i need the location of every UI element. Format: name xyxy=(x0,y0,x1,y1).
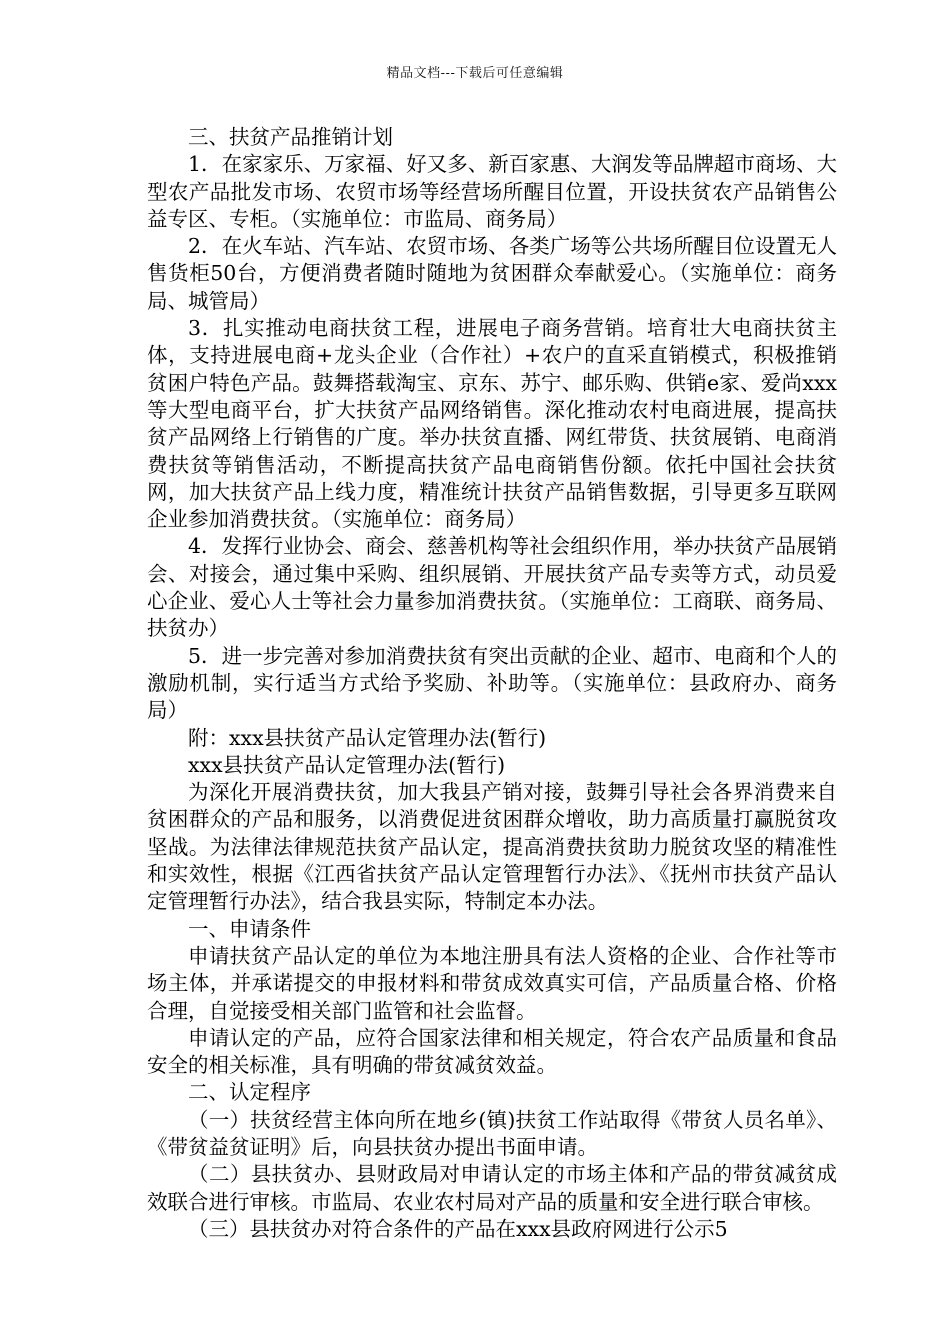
section-heading: 一、申请条件 xyxy=(188,916,311,941)
paragraph: 4．发挥行业协会、商会、慈善机构等社会组织作用，举办扶贫产品展销会、对接会，通过集中采购、组织展销、开展扶贫产品专卖等方式，动员爱心企业、爱心人士等社会力量参加消费扶贫。（实施单位：工商联、商务局、扶贫办） xyxy=(147,534,837,641)
paragraph: （一）扶贫经营主体向所在地乡(镇)扶贫工作站取得《带贫人员名单》、《带贫益贫证明》后，向县扶贫办提出书面申请。 xyxy=(147,1107,837,1159)
paragraph: 申请认定的产品，应符合国家法律和相关规定，符合农产品质量和食品安全的相关标准，具有明确的带贫减贫效益。 xyxy=(147,1025,837,1078)
paragraph: 5．进一步完善对参加消费扶贫有突出贡献的企业、超市、电商和个人的激励机制，实行适当方式给予奖励、补助等。（实施单位：县政府办、商务局） xyxy=(147,643,837,723)
paragraph: （三）县扶贫办对符合条件的产品在xxx县政府网进行公示5 xyxy=(188,1216,728,1241)
section-heading: 二、认定程序 xyxy=(188,1080,311,1105)
paragraph: 1．在家家乐、万家福、好又多、新百家惠、大润发等品牌超市商场、大型农产品批发市场、农贸市场等经营场所醒目位置，开设扶贫农产品销售公益专区、专柜。（实施单位：市监局、商务局） xyxy=(147,152,837,231)
document-title: xxx县扶贫产品认定管理办法(暂行) xyxy=(188,752,506,777)
section-heading: 三、扶贫产品推销计划 xyxy=(188,125,393,149)
paragraph: （二）县扶贫办、县财政局对申请认定的市场主体和产品的带贫减贫成效联合进行审核。市监局、农业农村局对产品的质量和安全进行联合审核。 xyxy=(147,1162,837,1214)
paragraph: 3．扎实推动电商扶贫工程，进展电子商务营销。培育壮大电商扶贫主体，支持进展电商+龙头企业（合作社）+农户的直采直销模式，积极推销贫困户特色产品。鼓舞搭载淘宝、京东、苏宁、邮乐购、供销e家、爱尚xxx等大型电商平台，扩大扶贫产品网络销售。深化推动农村电商进展，提高扶贫产品网络上行销售的广度。举办扶贫直播、网红带货、扶贫展销、电商消费扶贫等销售活动，不断提高扶贫产品电商销售份额。依托中国社会扶贫网，加大扶贫产品上线力度，精准统计扶贫产品销售数据，引导更多互联网企业参加消费扶贫。（实施单位：商务局） xyxy=(147,316,837,532)
paragraph: 为深化开展消费扶贫，加大我县产销对接，鼓舞引导社会各界消费来自贫困群众的产品和服务，以消费促进贫困群众增收，助力高质量打赢脱贫攻坚战。为法律法律规范扶贫产品认定，提高消费扶贫助力脱贫攻坚的精准性和实效性，根据《江西省扶贫产品认定管理暂行办法》、《抚州市扶贫产品认定管理暂行办法》，结合我县实际，特制定本办法。 xyxy=(147,780,837,914)
paragraph: 2．在火车站、汽车站、农贸市场、各类广场等公共场所醒目位设置无人售货柜50台，方便消费者随时随地为贫困群众奉献爱心。（实施单位：商务局、城管局） xyxy=(147,234,837,313)
attachment-note: 附：xxx县扶贫产品认定管理办法(暂行) xyxy=(188,725,547,750)
document-body xyxy=(147,124,837,1243)
paragraph: 申请扶贫产品认定的单位为本地注册具有法人资格的企业、合作社等市场主体，并承诺提交的申报材料和带贫成效真实可信，产品质量合格、价格合理，自觉接受相关部门监管和社会监督。 xyxy=(147,943,837,1023)
page-header: 精品文档---下载后可任意编辑 xyxy=(386,66,564,81)
